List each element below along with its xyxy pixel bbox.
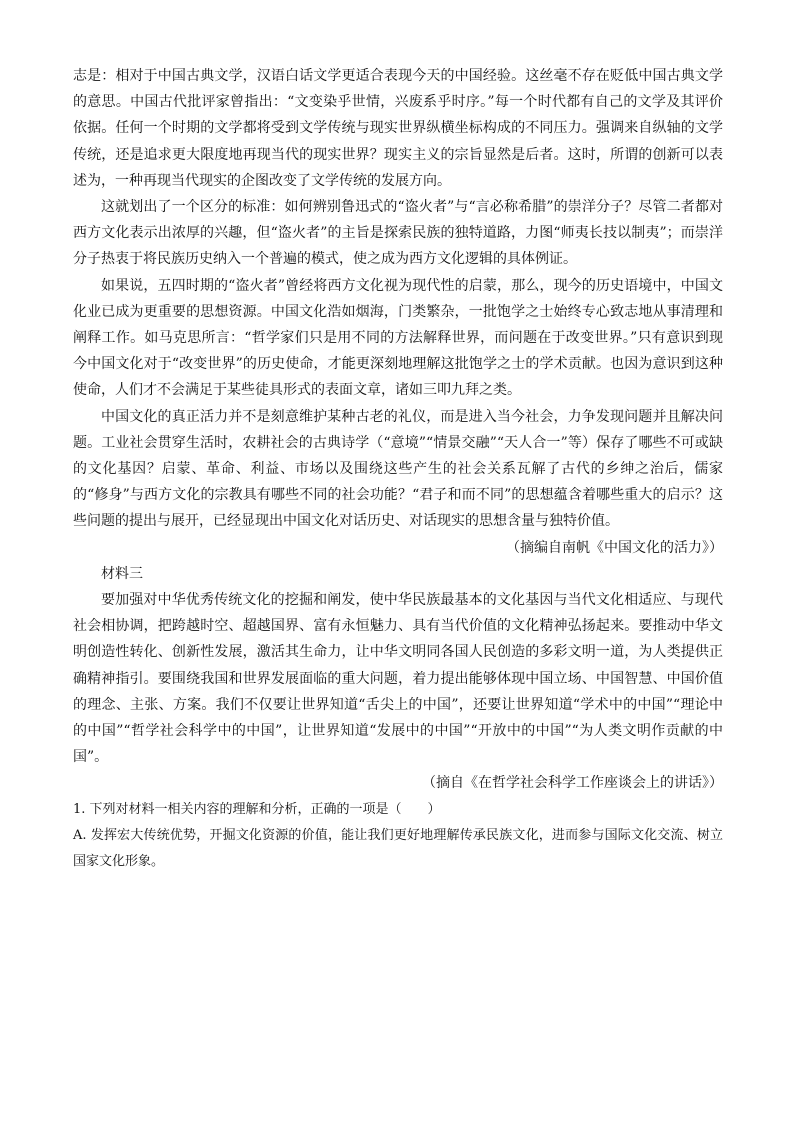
question-1-option-a: A. 发挥宏大传统优势，开掘文化资源的价值，能让我们更好地理解传承民族文化，进而参与国际文化交流、树立国家文化形象。	[73, 827, 723, 870]
paragraph-5: 要加强对中华优秀传统文化的挖掘和阐发，使中华民族最基本的文化基因与当代文化相适应、与现代社会相协调，把跨越时空、超越国界、富有永恒魅力、具有当代价值的文化精神弘扬起来。要推动中华文明创造性转化、创新性发展，激活其生命力，让中华文明同各国人民创造的多彩文明一道，为人类提供正确精神指引。要围绕我国和世界发展面临的重大问题，着力提出能够体现中国立场、中国智慧、中国价值的理念、主张、方案。我们不仅要让世界知道“舌尖上的中国”，还要让世界知道“学术中的中国”“理论中的中国”“哲学社会科学中的中国”，让世界知道“发展中的中国”“开放中的中国”“为人类文明作贡献的中国”。	[73, 592, 723, 766]
paragraph-1: 志是：相对于中国古典文学，汉语白话文学更适合表现今天的中国经验。这丝毫不存在贬低中国古典文学的意思。中国古代批评家曾指出：“文变染乎世情，兴废系乎时序。”每一个时代都有自己的文学及其评价依据。任何一个时期的文学都将受到文学传统与现实世界纵横坐标构成的不同压力。强调来自纵轴的文学传统，还是追求更大限度地再现当代的现实世界？现实主义的宗旨显然是后者。这时，所谓的创新可以表述为，一种再现当代现实的企图改变了文学传统的发展方向。	[73, 68, 723, 189]
material-3-heading: 材料三	[101, 565, 143, 582]
source-citation-2: （摘自《在哲学社会科学工作座谈会上的讲话》）	[422, 775, 723, 792]
question-1-stem: 1. 下列对材料一相关内容的理解和分析，正确的一项是（ ）	[73, 801, 441, 817]
source-citation-1: （摘编自南帆《中国文化的活力》）	[506, 539, 723, 556]
paragraph-4: 中国文化的真正活力并不是刻意维护某种古老的礼仪，而是进入当今社会，力争发现问题并且解决问题。工业社会贯穿生活时，农耕社会的古典诗学（“意境”“情景交融”“天人合一”等）保存了哪些不可或缺的文化基因？启蒙、革命、利益、市场以及围绕这些产生的社会关系瓦解了古代的乡绅之治后，儒家的“修身”与西方文化的宗教具有哪些不同的社会功能？“君子和而不同”的思想蕴含着哪些重大的启示？这些问题的提出与展开，已经显现出中国文化对话历史、对话现实的思想含量与独特价值。	[73, 408, 723, 530]
paragraph-3: 如果说，五四时期的“盗火者”曾经将西方文化视为现代性的启蒙，那么，现今的历史语境中，中国文化业已成为更重要的思想资源。中国文化浩如烟海，门类繁杂，一批饱学之士始终专心致志地从事清理和阐释工作。如马克思所言：“哲学家们只是用不同的方法解释世界，而问题在于改变世界。”只有意识到现今中国文化对于“改变世界”的历史使命，才能更深刻地理解这批饱学之士的学术贡献。也因为意识到这种使命，人们才不会满足于某些徒具形式的表面文章，诸如三叩九拜之类。	[73, 277, 723, 399]
paragraph-2: 这就划出了一个区分的标准：如何辨别鲁迅式的“盗火者”与“言必称希腊”的崇洋分子？尽管二者都对西方文化表示出浓厚的兴趣，但“盗火者”的主旨是探索民族的独特道路，力图“师夷长技以制夷”；而崇洋分子热衷于将民族历史纳入一个普遍的模式，使之成为西方文化逻辑的具体例证。	[73, 199, 723, 268]
document-body	[73, 63, 723, 875]
